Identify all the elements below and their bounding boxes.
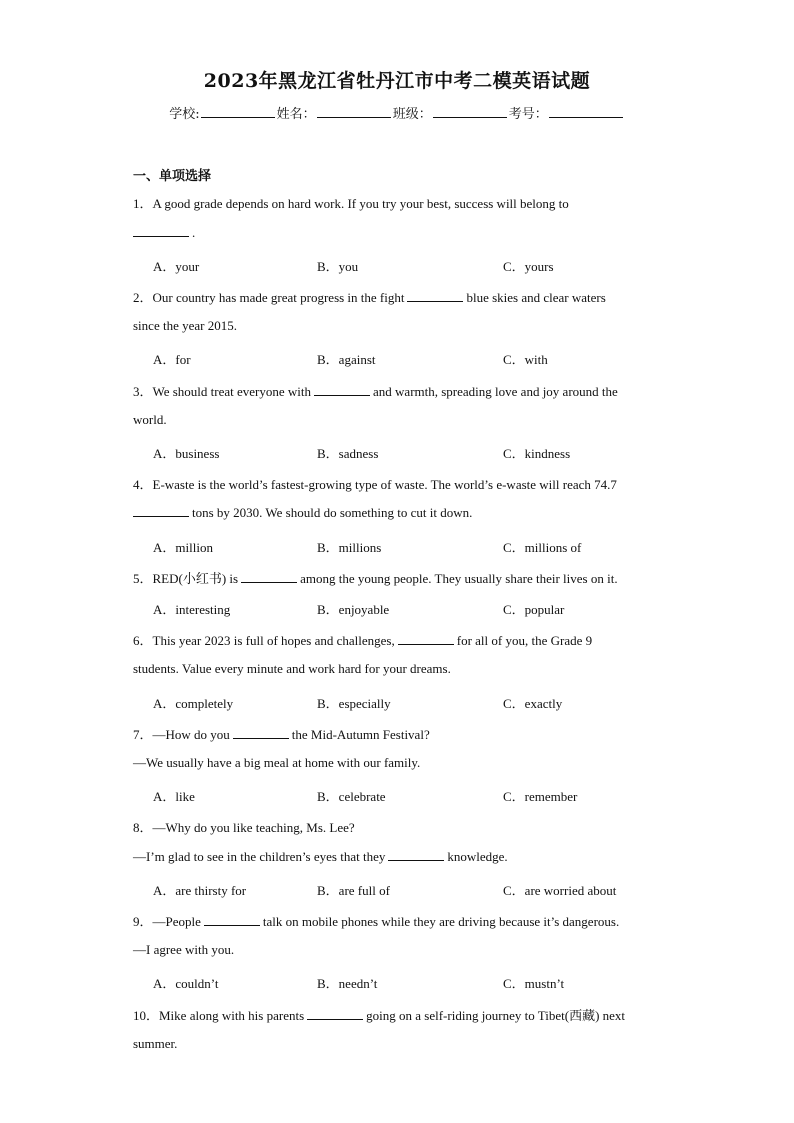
question-7-line <box>133 755 420 771</box>
option-b[interactable]: B．celebrate <box>317 789 386 804</box>
option-b[interactable]: B．are full of <box>317 883 390 898</box>
option-c[interactable]: C．millions of <box>503 540 582 555</box>
question-6-line <box>133 661 451 677</box>
name-blank[interactable] <box>317 105 391 118</box>
option-b[interactable]: B．millions <box>317 540 382 555</box>
question-8-line <box>133 849 508 865</box>
question-10-line <box>133 1005 625 1024</box>
option-c[interactable]: C．remember <box>503 789 578 804</box>
question-text: among the young people. They usually share their lives on it. <box>300 571 618 586</box>
number-label: 考号： <box>508 107 548 122</box>
answer-blank[interactable] <box>314 384 370 396</box>
answer-blank[interactable] <box>133 225 189 237</box>
answer-blank[interactable] <box>133 505 189 517</box>
option-a[interactable]: A．interesting <box>153 602 231 617</box>
option-c[interactable]: C．exactly <box>503 696 563 711</box>
question-text: 5．RED(小红书) is <box>133 571 239 586</box>
question-text: blue skies and clear waters <box>466 290 606 305</box>
question-text: tons by 2030. We should do something to cut it down. <box>192 505 473 520</box>
question-text: 4．E-waste is the world’s fastest-growing type of waste. The world’s e-waste will reach 74.7 <box>133 477 617 492</box>
question-text: 2．Our country has made great progress in the fight <box>133 290 405 305</box>
question-4-line <box>133 505 472 521</box>
school-label: 学校: <box>169 107 200 122</box>
question-6-line <box>133 630 592 649</box>
question-8-options <box>0 880 794 900</box>
question-text: 3．We should treat everyone with <box>133 384 312 399</box>
question-2-line <box>133 287 606 306</box>
question-3-line <box>133 412 167 428</box>
question-text: and warmth, spreading love and joy around the <box>373 384 618 399</box>
answer-blank[interactable] <box>398 633 454 645</box>
question-9-line <box>133 942 234 958</box>
question-2-line <box>133 318 237 334</box>
option-b[interactable]: B．enjoyable <box>317 602 390 617</box>
option-a[interactable]: A．are thirsty for <box>153 883 247 898</box>
page-title: 2023年黑龙江省牡丹江市中考二模英语试题 <box>203 70 591 92</box>
question-text: the Mid-Autumn Festival? <box>291 727 430 742</box>
question-7-options <box>0 786 794 806</box>
question-5-options <box>0 599 794 619</box>
question-text: —I agree with you. <box>133 942 235 957</box>
answer-blank[interactable] <box>241 571 297 583</box>
answer-blank[interactable] <box>307 1008 363 1020</box>
question-text: 10．Mike along with his parents <box>133 1008 305 1023</box>
number-blank[interactable] <box>549 105 623 118</box>
option-b[interactable]: B．sadness <box>317 446 379 461</box>
question-4-options <box>0 537 794 557</box>
option-b[interactable]: B．especially <box>317 696 391 711</box>
question-text: going on a self-riding journey to Tibet(西藏) next <box>366 1008 626 1023</box>
name-label: 姓名： <box>276 107 316 122</box>
question-text: since the year 2015. <box>133 318 237 333</box>
question-text: summer. <box>133 1036 178 1051</box>
question-text: . <box>192 225 196 240</box>
answer-blank[interactable] <box>204 914 260 926</box>
option-a[interactable]: A．for <box>153 352 191 367</box>
question-3-line <box>133 381 618 400</box>
question-8-line <box>133 817 355 836</box>
question-text: for all of you, the Grade 9 <box>456 633 593 648</box>
answer-blank[interactable] <box>407 290 463 302</box>
question-1-line <box>133 225 195 241</box>
question-text: students. Value every minute and work hard for your dreams. <box>133 661 451 676</box>
question-9-options <box>0 973 794 993</box>
answer-blank[interactable] <box>388 849 444 861</box>
question-9-line <box>133 911 619 930</box>
question-text: 1．A good grade depends on hard work. If you try your best, success will belong to <box>133 196 569 211</box>
option-b[interactable]: B．needn’t <box>317 976 378 991</box>
option-c[interactable]: C．kindness <box>503 446 571 461</box>
option-c[interactable]: C．popular <box>503 602 565 617</box>
section-heading: 一、单项选择 <box>133 169 212 184</box>
question-text: 8．—Why do you like teaching, Ms. Lee? <box>133 820 355 835</box>
class-blank[interactable] <box>433 105 507 118</box>
question-2-options <box>0 349 794 369</box>
student-info-line <box>0 103 794 122</box>
option-a[interactable]: A．your <box>153 259 200 274</box>
class-label: 班级： <box>392 107 432 122</box>
question-text: talk on mobile phones while they are driving because it’s dangerous. <box>262 914 620 929</box>
question-text: world. <box>133 412 167 427</box>
question-1-options <box>0 256 794 276</box>
question-text: 9．—People <box>133 914 201 929</box>
option-a[interactable]: A．couldn’t <box>153 976 219 991</box>
question-3-options <box>0 443 794 463</box>
option-a[interactable]: A．business <box>153 446 220 461</box>
question-6-options <box>0 693 794 713</box>
option-a[interactable]: A．like <box>153 789 195 804</box>
option-a[interactable]: A．million <box>153 540 213 555</box>
option-c[interactable]: C．with <box>503 352 548 367</box>
option-b[interactable]: B．you <box>317 259 359 274</box>
question-text: knowledge. <box>447 849 508 864</box>
option-c[interactable]: C．mustn’t <box>503 976 565 991</box>
question-10-line <box>133 1036 177 1052</box>
question-text: —We usually have a big meal at home with our family. <box>133 755 421 770</box>
option-b[interactable]: B．against <box>317 352 376 367</box>
question-text: 6．This year 2023 is full of hopes and challenges, <box>133 633 395 648</box>
question-1-line <box>133 193 569 212</box>
question-text: —I’m glad to see in the children’s eyes that they <box>133 849 386 864</box>
question-4-line <box>133 474 617 493</box>
question-text: 7．—How do you <box>133 727 230 742</box>
option-a[interactable]: A．completely <box>153 696 234 711</box>
answer-blank[interactable] <box>233 727 289 739</box>
option-c[interactable]: C．are worried about <box>503 883 617 898</box>
school-blank[interactable] <box>201 105 275 118</box>
question-5-line <box>133 568 618 587</box>
question-7-line <box>133 724 430 743</box>
option-c[interactable]: C．yours <box>503 259 554 274</box>
